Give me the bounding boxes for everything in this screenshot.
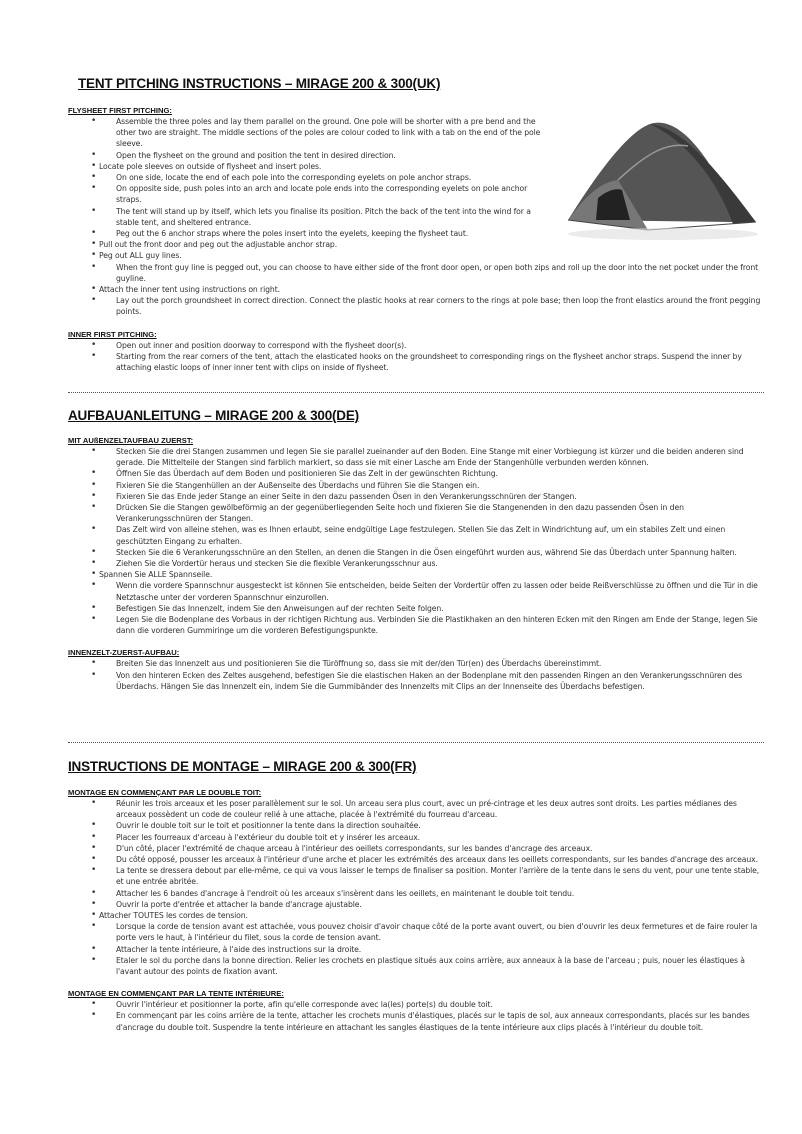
de-inner-list — [68, 658, 768, 692]
instruction-item: • Befestigen Sie das Innenzelt, indem Sie den Anweisungen auf der rechten Seite folgen. — [68, 603, 768, 614]
instruction-item: • Réunir les trois arceaux et les poser parallèlement sur le sol. Un arceau sera plus court, avec un pré-cintrage et les deux autres sont droits. Les parties médianes des arceaux possèdent un code de couleur relié à une attache, placée à l'extrémité du fourreau d'arceau. — [68, 798, 768, 820]
instruction-item: • Attacher la tente intérieure, à l'aide des instructions sur la droite. — [68, 944, 768, 955]
instruction-item: • Öffnen Sie das Überdach auf dem Boden und positionieren Sie das Zelt in der gewünschten Richtung. — [68, 468, 768, 479]
fr-inner-list — [68, 999, 768, 1033]
instruction-item: • D'un côté, placer l'extrémité de chaque arceau à l'intérieur des oeillets correspondants, sur les bandes d'ancrage des arceaux. — [68, 843, 768, 854]
fr-title: INSTRUCTIONS DE MONTAGE – MIRAGE 200 & 300(FR) — [68, 759, 417, 774]
instruction-item: • Peg out ALL guy lines. — [68, 250, 768, 261]
instruction-item: • Attacher TOUTES les cordes de tension. — [68, 910, 768, 921]
uk-inner-list — [68, 340, 768, 374]
uk-flysheet-heading: FLYSHEET FIRST PITCHING: — [68, 106, 172, 115]
de-flysheet-list — [68, 446, 768, 636]
instruction-item: • La tente se dressera debout par elle-même, ce qui va vous laisser le temps de finaliser sa position. Monter l'arrière de la tente dans le sens du vent, pour une tente stable, et une entrée abritée. — [68, 865, 768, 887]
instruction-item: • Breiten Sie das Innenzelt aus und positionieren Sie die Türöffnung so, dass sie mit der/den Tür(en) des Überdachs übereinstimmt. — [68, 658, 768, 669]
instruction-item: • Placer les fourreaux d'arceau à l'extérieur du double toit et y insérer les arceaux. — [68, 832, 768, 843]
de-inner-heading: INNENZELT-ZUERST-AUFBAU: — [68, 648, 180, 658]
instruction-item: • Legen Sie die Bodenplane des Vorbaus in der richtigen Richtung aus. Verbinden Sie die Plastikhaken an den hinteren Ecken mit den Ringen am Ende der Stange, legen Sie dann die vorderen Gummiringe um die vorderen Befestigungspunkte. — [68, 614, 768, 636]
fr-section — [68, 788, 768, 1033]
instruction-item: • Fixieren Sie das Ende jeder Stange an einer Seite in den dazu passenden Ösen in den Verankerungsschnüren der Stangen. — [68, 491, 768, 502]
instruction-item: • Etaler le sol du porche dans la bonne direction. Relier les crochets en plastique situés aux coins arrière, aux anneaux à la base de l'arceau ; puis, nouer les élastiques à l'avant autour des points de fixation avant. — [68, 955, 768, 977]
instruction-item: • Du côté opposé, pousser les arceaux à l'intérieur d'une arche et placer les extrémités des arceaux dans les oeillets correspondants, sur les bandes d'ancrage des arceaux. — [68, 854, 768, 865]
instruction-item: • Ziehen Sie die Vordertür heraus und stecken Sie die flexible Verankerungsschnur aus. — [68, 558, 768, 569]
instruction-item: • Stecken Sie die 6 Verankerungsschnüre an den Stellen, an denen die Stangen in die Ösen eingeführt wurden aus, während Sie das Überdach unter Spannung halten. — [68, 547, 768, 558]
instruction-item: • Ouvrir le double toit sur le toit et positionner la tente dans la direction souhaitée. — [68, 820, 768, 831]
divider — [68, 392, 764, 393]
instruction-item: • Locate pole sleeves on outside of flysheet and insert poles. — [68, 161, 768, 172]
fr-flysheet-list — [68, 798, 768, 977]
fr-flysheet-heading: MONTAGE EN COMMENÇANT PAR LE DOUBLE TOIT: — [68, 788, 262, 797]
uk-title-block — [78, 76, 778, 91]
de-section — [68, 436, 768, 692]
instruction-item: • On opposite side, push poles into an arch and locate pole ends into the corresponding eyelets on pole anchor straps. — [68, 183, 553, 205]
instruction-item: • Wenn die vordere Spannschnur ausgesteckt ist können Sie entscheiden, beide Seiten der Vordertür offen zu lassen oder beide Reißverschlüsse zu öffnen und die Tür in die Netztasche unter der vorderen Spannschnur einzurollen. — [68, 580, 768, 602]
instruction-item: • Open the flysheet on the ground and position the tent in desired direction. — [68, 150, 553, 161]
instruction-item: • When the front guy line is pegged out, you can choose to have either side of the front door open, or open both zips and roll up the door into the net pocket under the front guyline. — [68, 262, 768, 284]
instruction-item: • Assemble the three poles and lay them parallel on the ground. One pole will be shorter with a pre bend and the other two are straight. The middle sections of the poles are colour coded to link with a tab on the end of the pole sleeve. — [68, 116, 553, 150]
instruction-item: • Von den hinteren Ecken des Zeltes ausgehend, befestigen Sie die elastischen Haken an der Bodenplane mit den passenden Ringen an den Verankerungsschnüren des Überdachs. Hängen Sie das Innenzelt ein, indem Sie die Gummibänder des Innenzelts mit Clips an der Innenseite des Überdachs befestigen. — [68, 670, 768, 692]
uk-title: TENT PITCHING INSTRUCTIONS – MIRAGE 200 & 300(UK) — [78, 76, 441, 91]
instruction-item: • Peg out the 6 anchor straps where the poles insert into the eyelets, keeping the flysheet taut. — [68, 228, 553, 239]
instruction-item: • Stecken Sie die drei Stangen zusammen und legen Sie sie parallel zueinander auf den Boden. Eine Stange mit einer Vorbiegung ist kürzer und die beiden anderen sind gerade. Die Mittelteile der Stangen sind farblich markiert, so dass sie mit einer Lasche am Ende der Stangenhülle verbunden werden können. — [68, 446, 768, 468]
instruction-item: • Ouvrir la porte d'entrée et attacher la bande d'ancrage ajustable. — [68, 899, 768, 910]
instruction-item: • The tent will stand up by itself, which lets you finalise its position. Pitch the back of the tent into the wind for a stable tent, and sheltered entrance. — [68, 206, 553, 228]
divider — [68, 742, 764, 743]
instruction-item: • Attacher les 6 bandes d'ancrage à l'endroit où les arceaux s'insèrent dans les oeillets, en maintenant le double toit tendu. — [68, 888, 768, 899]
tent-image — [558, 102, 763, 252]
de-title-block — [68, 408, 768, 423]
instruction-item: • Open out inner and position doorway to correspond with the flysheet door(s). — [68, 340, 768, 351]
instruction-item: • Das Zelt wird von alleine stehen, was es Ihnen erlaubt, seine endgültige Lage festzulegen. Stellen Sie das Zelt in Windrichtung auf, um ein stabiles Zelt und einen geschützten Eingang zu erhalten. — [68, 524, 768, 546]
fr-inner-heading: MONTAGE EN COMMENÇANT PAR LA TENTE INTÉRIEURE: — [68, 989, 284, 999]
instruction-item: • Fixieren Sie die Stangenhüllen an der Außenseite des Überdachs und führen Sie die Stangen ein. — [68, 480, 768, 491]
instruction-item: • Drücken Sie die Stangen gewölbeförmig an der gegenüberliegenden Seite hoch und fixieren Sie die Stangenenden in den dazu passenden Ösen in den Verankerungsschnüren der Stangen. — [68, 502, 768, 524]
instruction-item: • Starting from the rear corners of the tent, attach the elasticated hooks on the groundsheet to corresponding rings on the flysheet anchor straps. Suspend the inner by attaching elastic loops of inner inner tent with clips on inside of flysheet. — [68, 351, 768, 373]
de-flysheet-heading: MIT AUßENZELTAUFBAU ZUERST: — [68, 436, 194, 445]
instruction-item: • Pull out the front door and peg out the adjustable anchor strap. — [68, 239, 768, 250]
instruction-item: • Ouvrir l'intérieur et positionner la porte, afin qu'elle corresponde avec la(les) porte(s) du double toit. — [68, 999, 768, 1010]
instruction-item: • Lay out the porch groundsheet in correct direction. Connect the plastic hooks at rear corners to the rings at pole base; then loop the front elastics around the front pegging points. — [68, 295, 768, 317]
instruction-item: • On one side, locate the end of each pole into the corresponding eyelets on pole anchor straps. — [68, 172, 553, 183]
instruction-item: • Spannen Sie ALLE Spannseile. — [68, 569, 768, 580]
instruction-item: • En commençant par les coins arrière de la tente, attacher les crochets munis d'élastiques, placés sur le tapis de sol, aux anneaux correspondants, placés sur les bandes d'ancrage du double toit. Suspendre la tente intérieure en attachant les sangles élastiques de la tente intérieure aux clips placés à l'intérieur du double toit. — [68, 1010, 768, 1032]
fr-title-block — [68, 759, 768, 774]
instruction-item: • Attach the inner tent using instructions on right. — [68, 284, 768, 295]
instruction-item: • Lorsque la corde de tension avant est attachée, vous pouvez choisir d'avoir chaque côté de la porte avant ouvert, ou bien d'ouvrir les deux fermetures et de faire rouler la porte vers le haut, à l'intérieur du filet, sous la corde de tension avant. — [68, 921, 768, 943]
uk-inner-heading: INNER FIRST PITCHING: — [68, 329, 157, 339]
de-title: AUFBAUANLEITUNG – MIRAGE 200 & 300(DE) — [68, 408, 359, 423]
